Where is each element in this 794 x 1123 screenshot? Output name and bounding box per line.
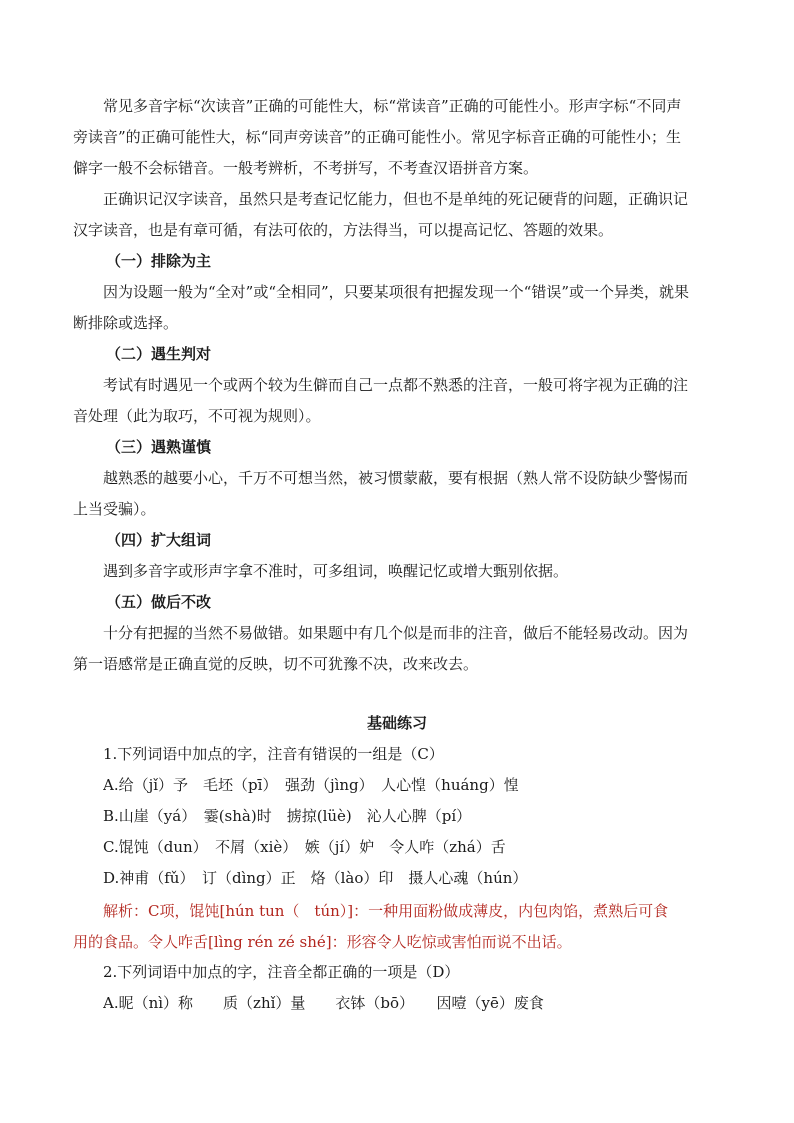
q1-option-c: C.馄饨（dun） 不屑（xiè） 嫉（jí）妒 令人咋（zhá）舌 bbox=[103, 838, 506, 856]
intro-p2-line-2: 汉字读音，也是有章可循，有法可依的，方法得当，可以提高记忆、答题的效果。 bbox=[73, 221, 614, 239]
q1-analysis-line-2: 用的食品。令人咋舌[lìng rén zé shé]：形容令人吃惊或害怕而说不出话。 bbox=[73, 933, 572, 951]
exercise-title: 基础练习 bbox=[366, 714, 427, 732]
method-2-line-2: 音处理（此为取巧，不可视为规则）。 bbox=[73, 407, 321, 425]
intro-p1-line-2: 旁读音”的正确可能性大，标“同声旁读音”的正确可能性小。常见字标音正确的可能性小；生 bbox=[73, 128, 682, 146]
method-2-line-1: 考试有时遇见一个或两个较为生僻而自己一点都不熟悉的注音，一般可将字视为正确的注 bbox=[103, 376, 689, 394]
q1-option-a: A.给（jǐ）予 毛坯（pī） 强劲（jìng） 人心惶（huáng）惶 bbox=[103, 776, 519, 794]
q1-analysis-line-1: 解析：C项，馄饨[hún tun（ tún）]：一种用面粉做成薄皮，内包肉馅，煮熟后可食 bbox=[103, 902, 669, 920]
q2-stem: 2.下列词语中加点的字，注音全都正确的一项是（D） bbox=[103, 963, 460, 981]
method-5-line-1: 十分有把握的当然不易做错。如果题中有几个似是而非的注音，做后不能轻易改动。因为 bbox=[103, 624, 689, 642]
method-4-title: （四）扩大组词 bbox=[106, 531, 212, 549]
method-3-line-1: 越熟悉的越要小心，千万不可想当然，被习惯蒙蔽，要有根据（熟人常不设防缺少警惕而 bbox=[103, 469, 689, 487]
method-3-title: （三）遇熟谨慎 bbox=[106, 438, 212, 456]
intro-p2-line-1: 正确识记汉字读音，虽然只是考查记忆能力，但也不是单纯的死记硬背的问题，正确识记 bbox=[103, 190, 689, 208]
method-4-line-1: 遇到多音字或形声字拿不准时，可多组词，唤醒记忆或增大甄别依据。 bbox=[103, 562, 569, 580]
method-2-title: （二）遇生判对 bbox=[106, 345, 212, 363]
q1-option-d: D.神甫（fǔ） 订（dìng）正 烙（lào）印 摄人心魂（hún） bbox=[103, 869, 528, 887]
method-5-title: （五）做后不改 bbox=[106, 593, 212, 611]
q1-stem: 1.下列词语中加点的字，注音有错误的一组是（C） bbox=[103, 745, 444, 763]
q2-option-a: A.昵（nì）称 质（zhǐ）量 衣钵（bō） 因噎（yē）废食 bbox=[103, 994, 544, 1012]
method-1-line-1: 因为设题一般为“全对”或“全相同”，只要某项很有把握发现一个“错误”或一个异类，就果 bbox=[103, 283, 690, 301]
method-1-title: （一）排除为主 bbox=[106, 252, 212, 270]
intro-p1-line-3: 僻字一般不会标错音。一般考辨析，不考拼写，不考查汉语拼音方案。 bbox=[73, 159, 539, 177]
intro-p1-line-1: 常见多音字标“次读音”正确的可能性大，标“常读音”正确的可能性小。形声字标“不同声 bbox=[103, 97, 682, 115]
method-3-line-2: 上当受骗）。 bbox=[73, 500, 156, 518]
method-1-line-2: 断排除或选择。 bbox=[73, 314, 179, 332]
q1-option-b: B.山崖（yá） 霎(shà)时 掳掠(lüè) 沁人心脾（pí） bbox=[103, 807, 472, 825]
method-5-line-2: 第一语感常是正确直觉的反映，切不可犹豫不决，改来改去。 bbox=[73, 655, 479, 673]
